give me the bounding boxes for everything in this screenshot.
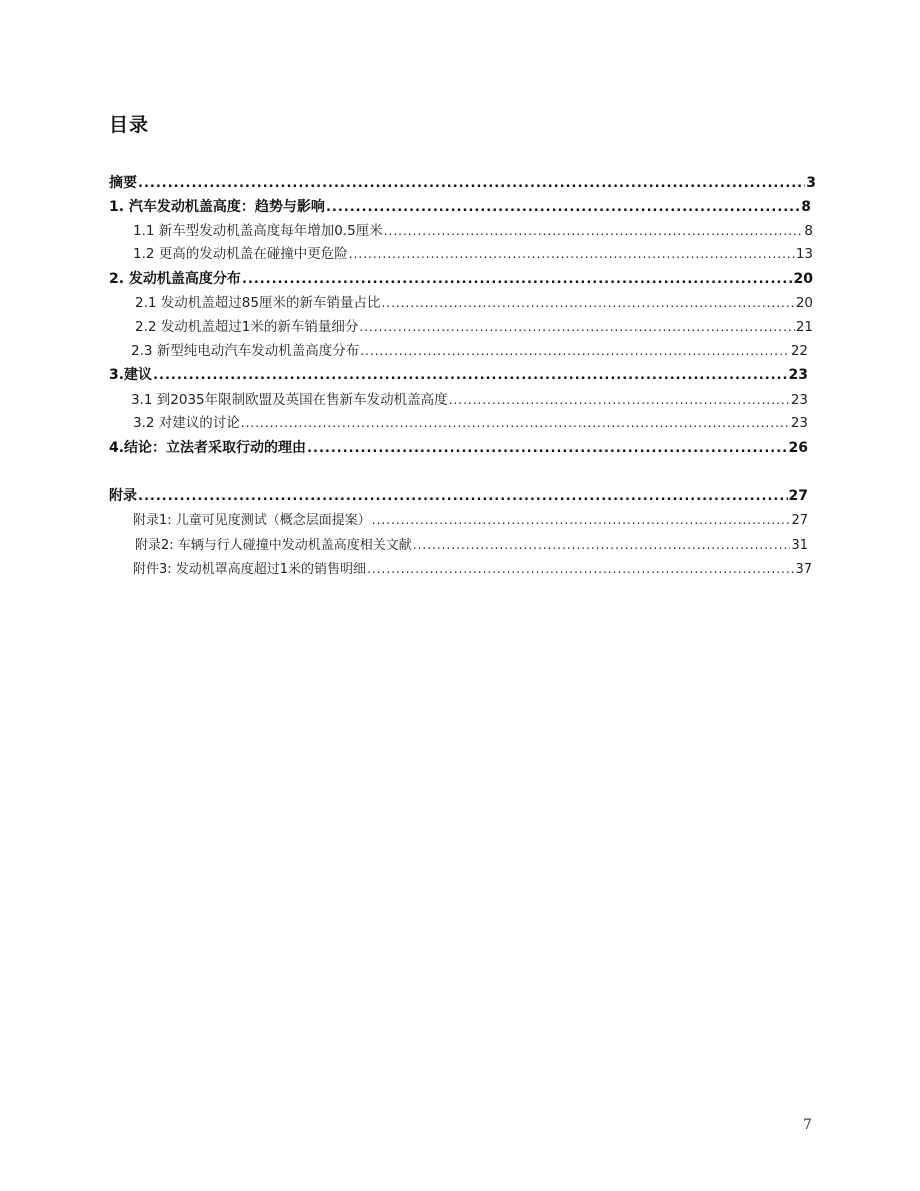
toc-label: 3.建议 — [109, 367, 153, 383]
toc-leader — [372, 510, 791, 530]
toc-page-number: 20 — [793, 271, 813, 287]
toc-label: 附录 — [109, 488, 137, 504]
toc-leader — [138, 487, 788, 507]
toc-entry-section-3[interactable] — [109, 365, 808, 385]
toc-page-number: 26 — [788, 440, 808, 456]
toc-page-number: 27 — [791, 513, 808, 528]
toc-label: 2. 发动机盖高度分布 — [109, 271, 241, 287]
toc-page-number: 8 — [804, 223, 813, 239]
toc-page-number: 37 — [795, 562, 812, 577]
toc-entry-section-3-2[interactable] — [133, 413, 808, 433]
toc-leader — [367, 559, 794, 579]
toc-leader — [349, 244, 795, 264]
toc-leader — [138, 174, 805, 194]
toc-entry-appendix-2[interactable] — [135, 535, 808, 555]
toc-leader — [413, 535, 791, 555]
page-number: 7 — [803, 1117, 812, 1133]
toc-entry-section-1-2[interactable] — [133, 244, 813, 264]
toc-page-number: 8 — [801, 199, 811, 215]
toc-leader — [242, 270, 793, 290]
toc-leader — [449, 390, 790, 410]
toc-leader — [326, 198, 800, 218]
toc-leader — [384, 221, 804, 241]
toc-label: 2.2 发动机盖超过1米的新车销量细分 — [135, 319, 359, 335]
toc-entry-section-4[interactable] — [109, 438, 808, 458]
toc-entry-section-2[interactable] — [109, 269, 813, 289]
toc-leader — [360, 341, 790, 361]
toc-entry-section-3-1[interactable] — [131, 390, 808, 410]
toc-entry-appendix[interactable] — [109, 486, 808, 506]
toc-page-number: 22 — [790, 343, 808, 359]
toc-label: 附录1: 儿童可见度测试（概念层面提案） — [133, 513, 371, 528]
toc-page-number: 27 — [788, 488, 808, 504]
toc-entry-appendix-1[interactable] — [133, 510, 808, 530]
toc-page-number: 23 — [790, 392, 808, 408]
toc-entry-appendix-3[interactable] — [133, 559, 812, 579]
toc-page-number: 23 — [788, 367, 808, 383]
toc-leader — [153, 366, 787, 386]
toc-page-number: 13 — [795, 246, 813, 262]
toc-label: 附件3: 发动机罩高度超过1米的销售明细 — [133, 562, 367, 577]
toc-label: 1.1 新车型发动机盖高度每年增加0.5厘米 — [133, 223, 383, 239]
toc-leader — [241, 413, 790, 433]
toc-page-number: 3 — [806, 175, 816, 191]
toc-page-number: 21 — [795, 319, 813, 335]
toc-page-number: 31 — [791, 538, 808, 553]
toc-entry-section-2-2[interactable] — [135, 317, 813, 337]
page-title: 目录 — [109, 114, 150, 136]
toc-leader — [307, 439, 787, 459]
toc-entry-section-2-3[interactable] — [131, 341, 808, 361]
toc-label: 附录2: 车辆与行人碰撞中发动机盖高度相关文献 — [135, 538, 412, 553]
toc-page-number: 23 — [790, 415, 808, 431]
toc-label: 1. 汽车发动机盖高度：趋势与影响 — [109, 199, 325, 215]
toc-label: 摘要 — [109, 175, 137, 191]
toc-label: 4.结论：立法者采取行动的理由 — [109, 440, 307, 456]
toc-entry-section-1-1[interactable] — [133, 221, 813, 241]
toc-label: 2.3 新型纯电动汽车发动机盖高度分布 — [131, 343, 360, 359]
toc-label: 3.2 对建议的讨论 — [133, 415, 240, 431]
toc-label: 1.2 更高的发动机盖在碰撞中更危险 — [133, 246, 348, 262]
toc-entry-section-2-1[interactable] — [135, 293, 813, 313]
toc-entry-section-1[interactable] — [109, 197, 811, 217]
toc-entry-abstract[interactable] — [109, 173, 816, 193]
toc-leader — [359, 317, 794, 337]
toc-leader — [381, 293, 794, 313]
toc-page-number: 20 — [795, 295, 813, 311]
toc-label: 3.1 到2035年限制欧盟及英国在售新车发动机盖高度 — [131, 392, 448, 408]
toc-label: 2.1 发动机盖超过85厘米的新车销量占比 — [135, 295, 381, 311]
